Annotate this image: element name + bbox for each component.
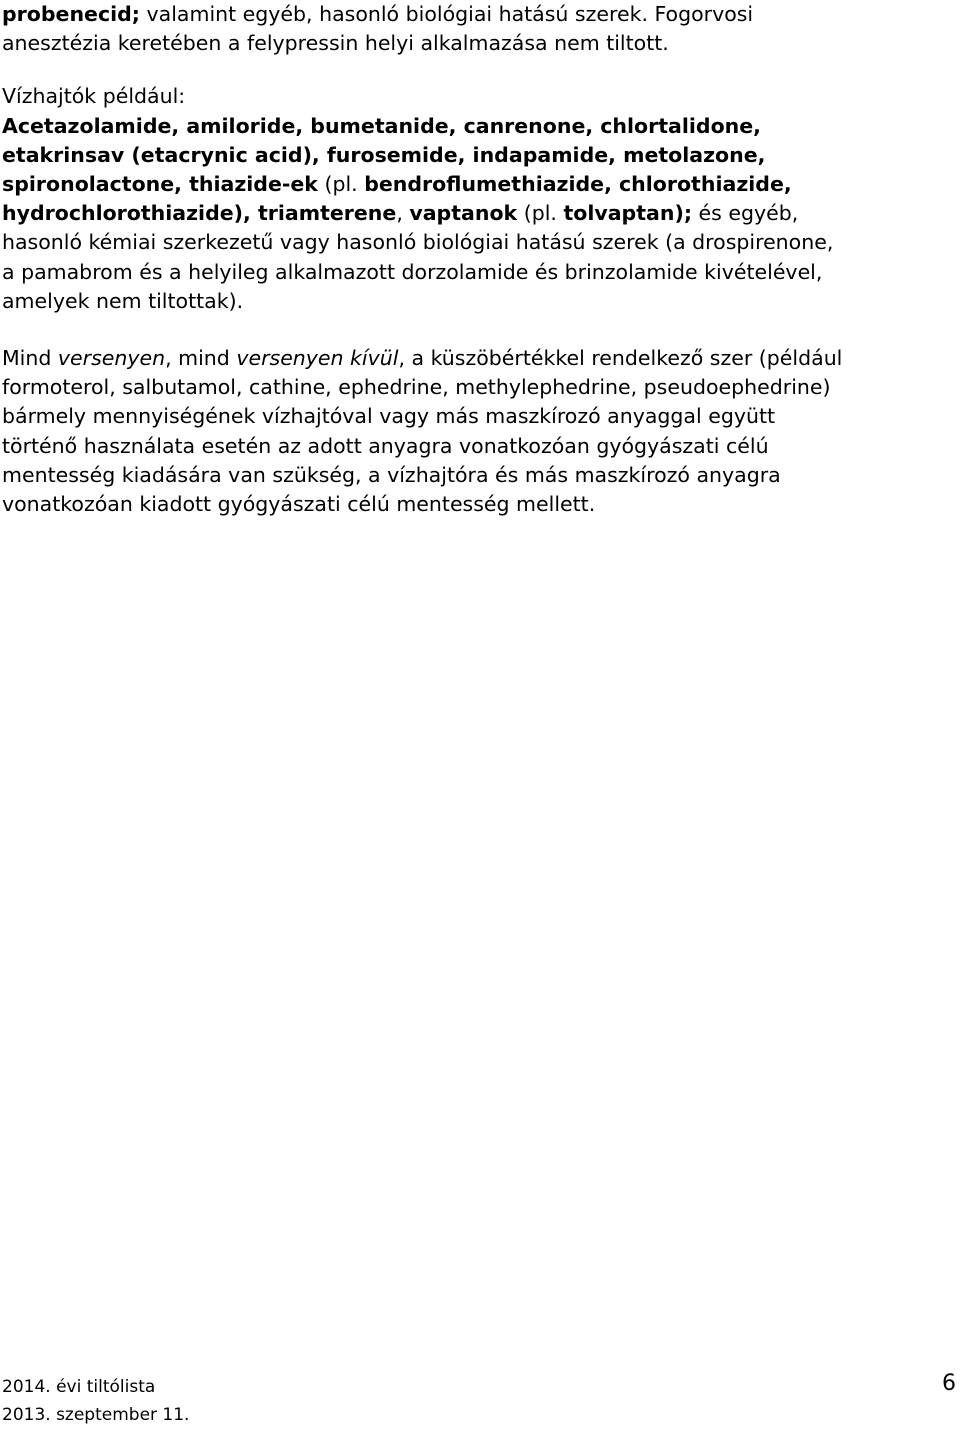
- bold-term: tolvaptan);: [563, 201, 693, 226]
- text-run: (pl.: [317, 172, 365, 197]
- bold-term: hydrochlorothiazide), triamterene: [2, 201, 397, 226]
- paragraph-threshold-substances: [2, 344, 958, 519]
- text-line: anesztézia keretében a felypressin helyi alkalmazása nem tiltott.: [2, 31, 669, 56]
- text-line: Acetazolamide, amiloride, bumetanide, canrenone, chlortalidone,: [2, 113, 761, 138]
- text-line: etakrinsav (etacrynic acid), furosemide, indapamide, metolazone,: [2, 142, 766, 167]
- bold-term: spironolactone, thiazide-ek: [2, 172, 318, 197]
- document-body: [2, 0, 958, 519]
- text-run: és egyéb,: [692, 201, 799, 226]
- text-run: (pl.: [517, 201, 564, 226]
- text-run: valamint egyéb, hasonló biológiai hatású szerek. Fogorvosi: [140, 2, 754, 26]
- text-run: ,: [396, 201, 410, 226]
- bold-term: vaptanok: [409, 201, 518, 226]
- italic-term: versenyen kívül: [236, 346, 399, 371]
- paragraph-spacer: [2, 58, 958, 82]
- footer-date: 2013. szeptember 11.: [2, 1405, 190, 1425]
- italic-term: versenyen: [57, 346, 166, 371]
- paragraph-probenecid: [2, 0, 958, 58]
- text-line: történő használata esetén az adott anyagra vonatkozóan gyógyászati célú: [2, 433, 769, 458]
- bold-term: bendroflumethiazide, chlorothiazide,: [364, 172, 792, 197]
- text-line: a pamabrom és a helyileg alkalmazott dorzolamide és brinzolamide kivételével,: [2, 259, 823, 284]
- page-number: 6: [942, 1371, 956, 1396]
- text-line: vonatkozóan kiadott gyógyászati célú mentesség mellett.: [2, 492, 596, 517]
- text-run: Mind: [2, 346, 58, 371]
- text-line: bármely mennyiségének vízhajtóval vagy más maszkírozó anyaggal együtt: [2, 404, 776, 429]
- text-line: amelyek nem tiltottak).: [2, 288, 244, 313]
- text-run: , a küszöbértékkel rendelkező szer (például: [398, 346, 843, 371]
- text-line: formoterol, salbutamol, cathine, ephedrine, methylephedrine, pseudoephedrine): [2, 375, 831, 400]
- paragraph-diuretics: [2, 82, 958, 316]
- paragraph-spacer: [2, 316, 958, 344]
- text-line: hasonló kémiai szerkezetű vagy hasonló biológiai hatású szerek (a drospirenone,: [2, 230, 834, 255]
- text-line: [2, 170, 958, 199]
- page-footer: [2, 1373, 958, 1429]
- text-line: mentesség kiadására van szükség, a vízhajtóra és más maszkírozó anyagra: [2, 462, 781, 487]
- text-line: [2, 199, 958, 228]
- text-line: [2, 0, 958, 29]
- text-run: , mind: [165, 346, 237, 371]
- section-heading: Vízhajtók például:: [2, 84, 186, 109]
- text-line: [2, 344, 958, 373]
- bold-term: probenecid;: [2, 2, 140, 26]
- footer-list-title: 2014. évi tiltólista: [2, 1377, 156, 1397]
